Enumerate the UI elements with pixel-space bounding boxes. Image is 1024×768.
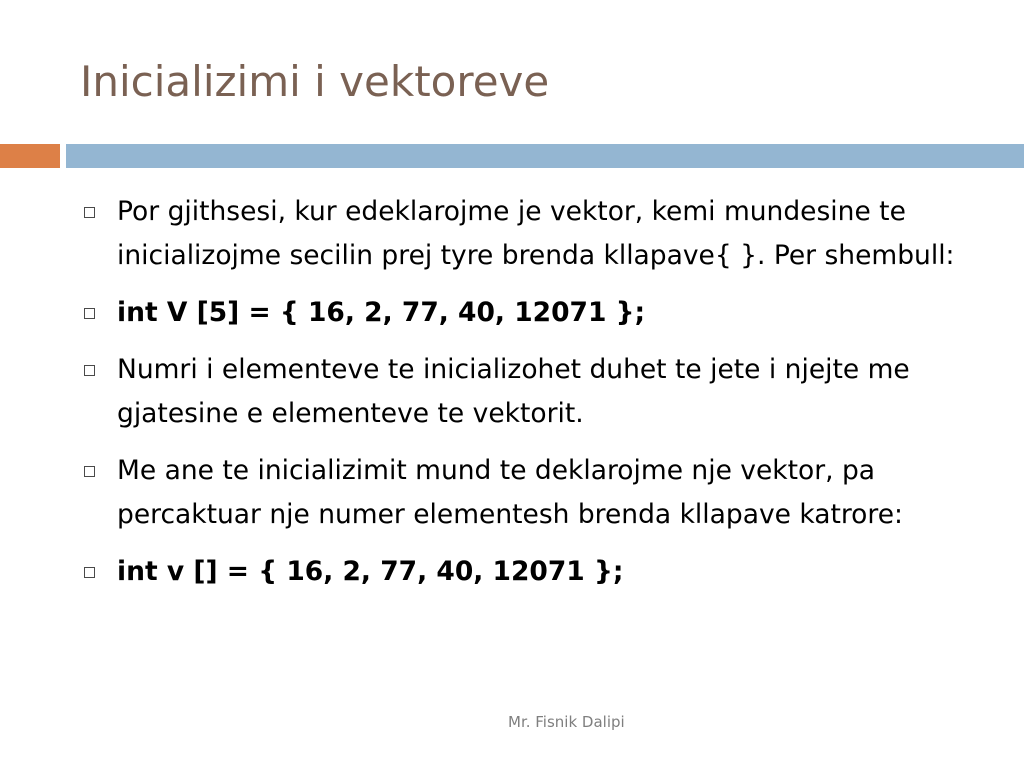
bullet-item bbox=[80, 348, 980, 436]
bullet-item bbox=[80, 190, 980, 278]
bullet-text: Numri i elementeve te inicializohet duhet te jete i njejte me gjatesine e elementeve te vektorit. bbox=[117, 354, 910, 429]
accent-bar-blue bbox=[66, 144, 1024, 168]
hollow-square-icon bbox=[84, 466, 95, 477]
bullet-item-code bbox=[80, 550, 980, 594]
bullet-item-code bbox=[80, 291, 980, 335]
accent-bar-orange bbox=[0, 144, 60, 168]
hollow-square-icon bbox=[84, 365, 95, 376]
bullet-list bbox=[80, 190, 980, 607]
bullet-text: int v [] = { 16, 2, 77, 40, 12071 }; bbox=[117, 556, 624, 587]
bullet-text: Me ane te inicializimit mund te deklarojme nje vektor, pa percaktuar nje numer elementesh brenda kllapave katrore: bbox=[117, 455, 903, 530]
slide-title: Inicializimi i vektoreve bbox=[80, 57, 550, 106]
hollow-square-icon bbox=[84, 567, 95, 578]
hollow-square-icon bbox=[84, 308, 95, 319]
bullet-text: Por gjithsesi, kur edeklarojme je vektor, kemi mundesine te inicializojme secilin prej tyre brenda kllapave{ }. Per shembull: bbox=[117, 196, 955, 271]
hollow-square-icon bbox=[84, 207, 95, 218]
bullet-text: int V [5] = { 16, 2, 77, 40, 12071 }; bbox=[117, 297, 646, 328]
bullet-item bbox=[80, 449, 980, 537]
footer-author: Mr. Fisnik Dalipi bbox=[508, 713, 625, 731]
